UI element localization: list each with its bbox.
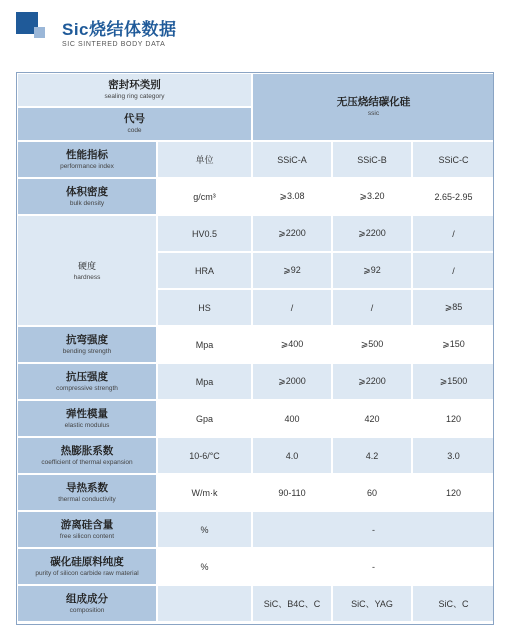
perf-cn: 性能指标 bbox=[66, 148, 108, 161]
perf-en: performance index bbox=[60, 162, 114, 170]
table-row bbox=[17, 178, 495, 215]
page-title: Sic烧结体数据 bbox=[62, 20, 177, 39]
elastic-cn: 弹性模量 bbox=[66, 407, 108, 420]
value-cell: 4.0 bbox=[252, 437, 332, 474]
thermal-exp-cn: 热膨胀系数 bbox=[60, 444, 114, 457]
table-row bbox=[17, 548, 495, 585]
table-row bbox=[17, 215, 495, 252]
hardness-cn: 硬度 bbox=[77, 260, 96, 271]
value-cell: / bbox=[412, 252, 495, 289]
value-cell: 120 bbox=[412, 474, 495, 511]
code-en: code bbox=[127, 127, 142, 134]
composition-cn: 组成成分 bbox=[66, 592, 108, 605]
free-si-en: free silicon content bbox=[59, 532, 115, 540]
table-row bbox=[17, 363, 495, 400]
value-cell: ⩾92 bbox=[332, 252, 412, 289]
table-row bbox=[17, 400, 495, 437]
material-en: ssic bbox=[367, 110, 380, 117]
table-row bbox=[17, 326, 495, 363]
bending-cn: 抗弯强度 bbox=[66, 333, 108, 346]
table-row bbox=[17, 437, 495, 474]
material-cn: 无压烧结碳化硅 bbox=[336, 96, 411, 108]
thermal-exp-label bbox=[17, 437, 157, 474]
value-cell: ⩾85 bbox=[412, 289, 495, 326]
value-cell: ⩾3.08 bbox=[252, 178, 332, 215]
category-en: sealing ring category bbox=[104, 93, 165, 100]
grade-header: SSiC-C bbox=[412, 141, 495, 178]
grade-header: SSiC-B bbox=[332, 141, 412, 178]
unit-cell: Gpa bbox=[157, 400, 252, 437]
value-cell: 4.2 bbox=[332, 437, 412, 474]
material-cell bbox=[252, 73, 495, 141]
unit-cell: 10-6/°C bbox=[157, 437, 252, 474]
bending-en: bending strength bbox=[62, 347, 112, 355]
conductivity-en: thermal conductivity bbox=[58, 495, 116, 503]
unit-cell: Mpa bbox=[157, 363, 252, 400]
density-cn: 体积密度 bbox=[66, 185, 108, 198]
value-cell: 2.65-2.95 bbox=[412, 178, 495, 215]
free-si-cn: 游离硅含量 bbox=[60, 518, 114, 531]
hardness-label bbox=[17, 215, 157, 326]
purity-label bbox=[17, 548, 157, 585]
value-cell: ⩾2200 bbox=[332, 215, 412, 252]
value-cell: - bbox=[252, 511, 495, 548]
value-cell: ⩾3.20 bbox=[332, 178, 412, 215]
value-cell: / bbox=[412, 215, 495, 252]
code-cell bbox=[17, 107, 252, 141]
elastic-label bbox=[17, 400, 157, 437]
table-row bbox=[17, 585, 495, 622]
unit-cell: g/cm³ bbox=[157, 178, 252, 215]
value-cell: ⩾2000 bbox=[252, 363, 332, 400]
unit-cell: % bbox=[157, 511, 252, 548]
value-cell: SiC、B4C、C bbox=[252, 585, 332, 622]
value-cell: SiC、YAG bbox=[332, 585, 412, 622]
unit-header: 单位 bbox=[157, 141, 252, 178]
value-cell: / bbox=[252, 289, 332, 326]
purity-cn: 碳化硅原料纯度 bbox=[50, 555, 124, 568]
value-cell: 60 bbox=[332, 474, 412, 511]
value-cell: ⩾150 bbox=[412, 326, 495, 363]
conductivity-label bbox=[17, 474, 157, 511]
composition-en: composition bbox=[69, 606, 105, 614]
section-header bbox=[16, 12, 496, 52]
compressive-cn: 抗压强度 bbox=[66, 370, 108, 383]
header-accent-square-icon bbox=[34, 27, 45, 38]
elastic-en: elastic modulus bbox=[64, 421, 110, 429]
thermal-exp-en: coefficient of thermal expansion bbox=[41, 458, 133, 466]
table-row bbox=[17, 474, 495, 511]
composition-label bbox=[17, 585, 157, 622]
value-cell: 120 bbox=[412, 400, 495, 437]
category-cell bbox=[17, 73, 252, 107]
density-en: bulk density bbox=[69, 199, 105, 207]
value-cell: ⩾2200 bbox=[252, 215, 332, 252]
conductivity-cn: 导热系数 bbox=[66, 481, 108, 494]
value-cell: - bbox=[252, 548, 495, 585]
value-cell: ⩾1500 bbox=[412, 363, 495, 400]
unit-cell: HRA bbox=[157, 252, 252, 289]
code-cn: 代号 bbox=[124, 113, 145, 125]
unit-cell: HV0.5 bbox=[157, 215, 252, 252]
value-cell: ⩾400 bbox=[252, 326, 332, 363]
hardness-en: hardness bbox=[73, 273, 101, 281]
value-cell: ⩾92 bbox=[252, 252, 332, 289]
category-cn: 密封环类别 bbox=[108, 79, 161, 91]
table-row bbox=[17, 141, 495, 178]
density-label bbox=[17, 178, 157, 215]
compressive-en: compressive strength bbox=[56, 384, 118, 392]
unit-cell: HS bbox=[157, 289, 252, 326]
unit-cell: Mpa bbox=[157, 326, 252, 363]
value-cell: ⩾2200 bbox=[332, 363, 412, 400]
value-cell: 3.0 bbox=[412, 437, 495, 474]
value-cell: / bbox=[332, 289, 412, 326]
compressive-label bbox=[17, 363, 157, 400]
page-subtitle: SIC SINTERED BODY DATA bbox=[62, 41, 166, 48]
sic-data-table bbox=[16, 72, 496, 623]
table-row bbox=[17, 73, 495, 107]
table-row bbox=[17, 511, 495, 548]
value-cell: ⩾500 bbox=[332, 326, 412, 363]
value-cell: 90-110 bbox=[252, 474, 332, 511]
bending-label bbox=[17, 326, 157, 363]
value-cell: 400 bbox=[252, 400, 332, 437]
unit-cell: % bbox=[157, 548, 252, 585]
perf-label bbox=[17, 141, 157, 178]
value-cell: 420 bbox=[332, 400, 412, 437]
unit-cell: W/m·k bbox=[157, 474, 252, 511]
free-si-label bbox=[17, 511, 157, 548]
unit-cell bbox=[157, 585, 252, 622]
value-cell: SiC、C bbox=[412, 585, 495, 622]
grade-header: SSiC-A bbox=[252, 141, 332, 178]
purity-en: purity of silicon carbide raw material bbox=[35, 569, 139, 577]
